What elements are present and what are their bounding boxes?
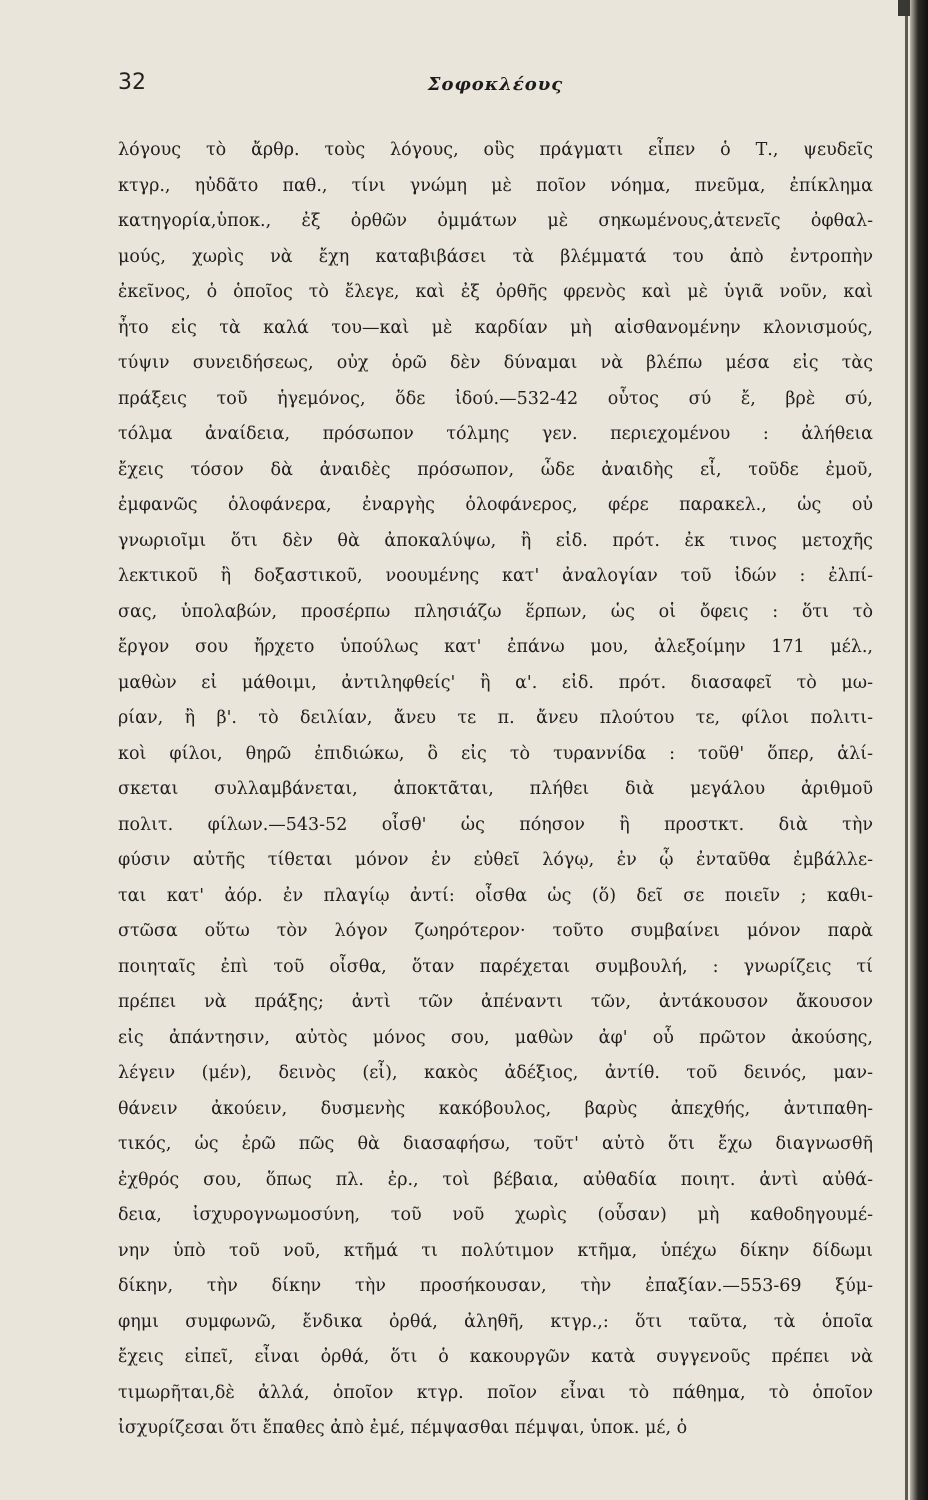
text-line: ἔργον σου ἤρχετο ὑπούλως κατ' ἐπάνω μου, ἀλεξοίμην 171 μέλ.,: [118, 637, 873, 657]
text-line: τύψιν συνειδήσεως, οὐχ ὁρῶ δὲν δύναμαι νὰ βλέπω μέσα εἰς τὰς: [118, 353, 873, 373]
text-line: γνωριοῖμι ὅτι δὲν θὰ ἀποκαλύψω, ἢ εἰδ. πρότ. ἐκ τινος μετοχῆς: [118, 530, 873, 551]
text-line: λέγειν (μέν), δεινὸς (εἶ), κακὸς ἀδέξιος, ἀντίθ. τοῦ δεινός, μαν-: [118, 1063, 873, 1083]
text-line: ρίαν, ἢ β'. τὸ δειλίαν, ἄνευ τε π. ἄνευ πλούτου τε, φίλοι πολιτι-: [118, 708, 873, 728]
text-line: πρέπει νὰ πράξης; ἀντὶ τῶν ἀπέναντι τῶν, ἀντάκουσον ἄκουσον: [118, 992, 873, 1012]
text-line: ἐχθρός σου, ὅπως πλ. ἐρ., τοὶ βέβαια, αὐθαδία ποιητ. ἀντὶ αὐθά-: [118, 1169, 873, 1190]
text-line: ἔχεις τόσον δὰ ἀναιδὲς πρόσωπον, ὧδε ἀναιδὴς εἶ, τοῦδε ἐμοῦ,: [118, 459, 873, 480]
text-line: τόλμα ἀναίδεια, πρόσωπον τόλμης γεν. περιεχομένου : ἀλήθεια: [118, 424, 873, 444]
text-line: ποιηταῖς ἐπὶ τοῦ οἶσθα, ὅταν παρέχεται συμβουλή, : γνωρίζεις τί: [118, 956, 873, 977]
text-line: ἦτο εἰς τὰ καλά του—καὶ μὲ καρδίαν μὴ αἰσθανομένην κλονισμούς,: [118, 317, 873, 338]
page-number: 32: [118, 70, 146, 95]
text-line: ἰσχυρίζεσαι ὅτι ἔπαθες ἀπὸ ἐμέ, πέμψασθαι πέμψαι, ὑποκ. μέ, ὁ: [118, 1418, 688, 1438]
text-line: εἰς ἀπάντησιν, αὐτὸς μόνος σου, μαθὼν ἀφ' οὗ πρῶτον ἀκούσης,: [118, 1027, 873, 1048]
text-line: δεια, ἰσχυρογνωμοσύνη, τοῦ νοῦ χωρὶς (οὖσαν) μὴ καθοδηγουμέ-: [118, 1205, 873, 1225]
text-line: μαθὼν εἰ μάθοιμι, ἀντιληφθείς' ἢ α'. εἰδ. πρότ. διασαφεῖ τὸ μω-: [118, 672, 873, 693]
running-title: Σοφοκλέους: [427, 74, 564, 95]
text-line: λόγους τὸ ἄρθρ. τοὺς λόγους, οὓς πράγματι εἶπεν ὁ Τ., ψευδεῖς: [118, 140, 873, 160]
page-header: [118, 70, 873, 102]
text-line: ἐμφανῶς ὁλοφάνερα, ἐναργὴς ὁλοφάνερος, φέρε παρακελ., ὡς οὐ: [118, 495, 873, 515]
text-line: σκεται συλλαμβάνεται, ἀποκτᾶται, πλήθει διὰ μεγάλου ἀριθμοῦ: [118, 779, 873, 799]
text-line: μούς, χωρὶς νὰ ἔχη καταβιβάσει τὰ βλέμματά του ἀπὸ ἐντροπὴν: [118, 246, 873, 267]
text-line: τικός, ὡς ἐρῶ πῶς θὰ διασαφήσω, τοῦτ' αὐτὸ ὅτι ἔχω διαγνωσθῆ: [118, 1134, 873, 1154]
text-line: κατηγορία,ὑποκ., ἐξ ὀρθῶν ὀμμάτων μὲ σηκωμένους,ἀτενεῖς ὀφθαλ-: [118, 211, 873, 231]
text-line: κτγρ., ηὐδᾶτο παθ., τίνι γνώμη μὲ ποῖον νόημα, πνεῦμα, ἐπίκλημα: [118, 175, 873, 196]
commentary-text: [118, 133, 873, 1447]
text-line: νην ὑπὸ τοῦ νοῦ, κτῆμά τι πολύτιμον κτῆμα, ὑπέχω δίκην δίδωμι: [118, 1240, 873, 1261]
text-line: ἐκεῖνος, ὁ ὁποῖος τὸ ἔλεγε, καὶ ἐξ ὀρθῆς φρενὸς καὶ μὲ ὑγιᾶ νοῦν, καὶ: [118, 282, 873, 302]
text-line: ται κατ' ἀόρ. ἐν πλαγίῳ ἀντί: οἶσθα ὡς (ὅ) δεῖ σε ποιεῖν ; καθι-: [118, 885, 873, 906]
book-spine: [910, 0, 928, 1500]
text-line: ἔχεις εἰπεῖ, εἶναι ὀρθά, ὅτι ὁ κακουργῶν κατὰ συγγενοῦς πρέπει νὰ: [118, 1347, 873, 1367]
text-line: σας, ὑπολαβών, προσέρπω πλησιάζω ἕρπων, ὡς οἱ ὄφεις : ὅτι τὸ: [118, 601, 873, 622]
text-line: λεκτικοῦ ἢ δοξαστικοῦ, νοουμένης κατ' ἀναλογίαν τοῦ ἰδών : ἐλπί-: [118, 566, 873, 586]
text-line: κοὶ φίλοι, θηρῶ ἐπιδιώκω, ὃ εἰς τὸ τυραννίδα : τοῦθ' ὅπερ, ἁλί-: [118, 743, 873, 764]
text-line: πολιτ. φίλων.—543-52 οἶσθ' ὡς πόησον ἢ προστκτ. διὰ τὴν: [118, 814, 873, 835]
text-line: θάνειν ἀκούειν, δυσμενὴς κακόβουλος, βαρὺς ἀπεχθής, ἀντιπαθη-: [118, 1098, 873, 1119]
text-line: πράξεις τοῦ ἡγεμόνος, ὅδε ἰδού.—532-42 οὗτος σύ ἔ, βρὲ σύ,: [118, 388, 873, 409]
text-line: φύσιν αὐτῆς τίθεται μόνον ἐν εὐθεῖ λόγῳ, ἐν ᾧ ἐνταῦθα ἐμβάλλε-: [118, 850, 873, 870]
text-line: φημι συμφωνῶ, ἔνδικα ὀρθά, ἀληθῆ, κτγρ.,: ὅτι ταῦτα, τὰ ὁποῖα: [118, 1311, 873, 1332]
text-line: τιμωρῆται,δὲ ἀλλά, ὁποῖον κτγρ. ποῖον εἶναι τὸ πάθημα, τὸ ὁποῖον: [118, 1382, 873, 1403]
text-line: δίκην, τὴν δίκην τὴν προσήκουσαν, τὴν ἐπαξίαν.—553-69 ξύμ-: [118, 1276, 873, 1296]
text-line: στῶσα οὕτω τὸν λόγον ζωηρότερον· τοῦτο συμβαίνει μόνον παρὰ: [118, 921, 873, 941]
corner-mark: [898, 0, 910, 16]
spine-shadow: [905, 0, 908, 1500]
